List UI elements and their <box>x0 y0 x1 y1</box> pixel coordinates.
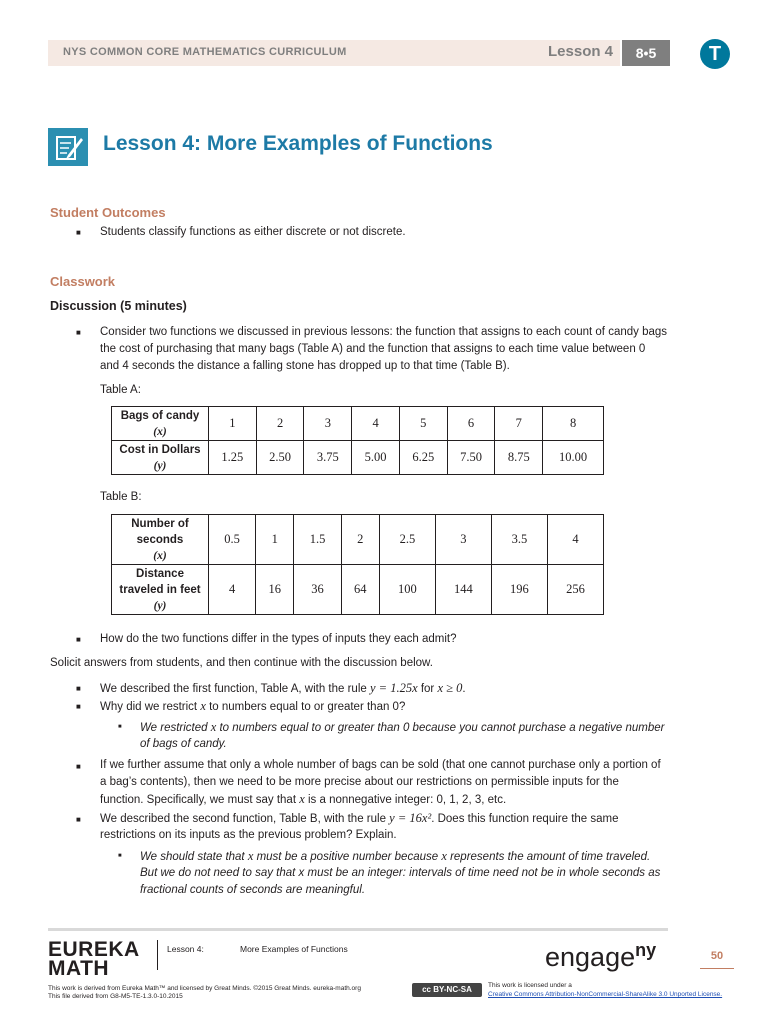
discussion-heading: Discussion (5 minutes) <box>50 299 187 313</box>
engageny-logo: engage$^{ny}$ <box>545 940 657 972</box>
answer-positive: We should state that x must be a positive number because x represents the amount of time traveled. <box>140 849 651 863</box>
table-cell: 7.50 <box>447 441 495 475</box>
whole-number-line: If we further assume that only a whole number of bags can be sold (that one cannot purchase only a portion of <box>100 759 661 771</box>
bullet-icon: ■ <box>76 702 81 711</box>
intro-line: Consider two functions we discussed in previous lessons: the function that assigns to each count of candy bags <box>100 326 668 338</box>
bullet-second-function: We described the second function, Table B, with the rule y = 16x². Does this function require the same <box>100 811 619 825</box>
cc-license-badge[interactable]: cc BY-NC-SA <box>412 983 482 997</box>
table-a-x-header: Bags of candy (x) <box>112 407 209 441</box>
bullet-icon: ■ <box>76 228 81 237</box>
table-a <box>111 406 604 475</box>
table-b-label: Table B: <box>100 491 142 503</box>
table-cell: 1.5 <box>294 515 341 565</box>
table-row <box>112 407 604 441</box>
table-cell: 2 <box>341 515 379 565</box>
table-cell: 3.75 <box>304 441 352 475</box>
intro-line: and 4 seconds the distance a falling stone has dropped up to that time (Table B). <box>100 360 510 372</box>
table-b-x-header: Number of seconds (x) <box>112 515 209 565</box>
table-cell: 0.5 <box>209 515 256 565</box>
whole-number-line: function. Specifically, we must say that x is a nonnegative integer: 0, 1, 2, 3, etc. <box>100 792 507 806</box>
table-cell: 100 <box>379 565 435 615</box>
table-cell: 16 <box>256 565 294 615</box>
table-cell: 4 <box>352 407 400 441</box>
table-cell: 1 <box>256 515 294 565</box>
table-cell: 1.25 <box>209 441 257 475</box>
table-cell: 6.25 <box>399 441 447 475</box>
curriculum-title: NYS COMMON CORE MATHEMATICS CURRICULUM <box>63 46 347 58</box>
bullet-icon: ■ <box>76 684 81 693</box>
table-cell: 4 <box>547 515 603 565</box>
module-badge: 8•5 <box>622 40 670 66</box>
answer-positive-line3: fractional counts of seconds are meaningful. <box>140 884 366 896</box>
notepad-pencil-icon <box>48 128 88 166</box>
table-a-y-header: Cost in Dollars (y) <box>112 441 209 475</box>
license-text: This work is licensed under a <box>488 982 572 989</box>
table-row <box>112 441 604 475</box>
table-cell: 144 <box>435 565 491 615</box>
answer-positive-line2: But we do not need to say that x must be an integer: intervals of time need not be in whole seconds as <box>140 867 661 879</box>
lesson-number: Lesson 4 <box>548 43 614 60</box>
table-cell: 3 <box>304 407 352 441</box>
table-cell: 10.00 <box>543 441 604 475</box>
page-number: 50 <box>710 950 724 962</box>
footer-lesson-label: Lesson 4: <box>167 944 204 954</box>
bullet-first-function: We described the first function, Table A, with the rule y = 1.25x for x ≥ 0. <box>100 681 466 695</box>
classwork-heading: Classwork <box>50 274 116 289</box>
table-cell: 8 <box>543 407 604 441</box>
license-link[interactable]: Creative Commons Attribution-NonCommercial-ShareAlike 3.0 Unported License. <box>488 991 723 998</box>
sub-bullet-icon: ■ <box>118 853 122 859</box>
table-cell: 5 <box>399 407 447 441</box>
footer-lesson-title: More Examples of Functions <box>240 944 348 954</box>
table-b <box>111 514 604 615</box>
footer-credit: This file derived from G8-M5-TE-1.3.0-10.2015 <box>48 993 183 1000</box>
table-cell: 3.5 <box>491 515 547 565</box>
answer-restrict-line2: of bags of candy. <box>140 738 227 750</box>
table-row <box>112 565 604 615</box>
table-cell: 196 <box>491 565 547 615</box>
sub-bullet-icon: ■ <box>118 724 122 730</box>
table-cell: 4 <box>209 565 256 615</box>
table-row <box>112 515 604 565</box>
whole-number-line: a bag’s contents), then we need to be more precise about our restrictions on permissible inputs for the <box>100 776 619 788</box>
outcome-item: Students classify functions as either discrete or not discrete. <box>100 226 406 238</box>
table-cell: 6 <box>447 407 495 441</box>
intro-line: the cost of purchasing that many bags (Table A) and the function that assigns to each time value between 0 <box>100 343 646 355</box>
footer-divider <box>157 940 158 970</box>
solicit-note: Solicit answers from students, and then continue with the discussion below. <box>50 657 433 669</box>
page-title: Lesson 4: More Examples of Functions <box>103 132 493 155</box>
table-cell: 256 <box>547 565 603 615</box>
footer-rule <box>48 928 668 931</box>
table-cell: 2.5 <box>379 515 435 565</box>
table-cell: 1 <box>209 407 257 441</box>
footer-credit: This work is derived from Eureka Math™ and licensed by Great Minds. ©2015 Great Minds. eureka-math.org <box>48 985 361 992</box>
bullet-restrict-question: Why did we restrict x to numbers equal to or greater than 0? <box>100 699 406 713</box>
table-cell: 5.00 <box>352 441 400 475</box>
table-cell: 3 <box>435 515 491 565</box>
eureka-math-logo: EUREKA MATH <box>48 938 140 980</box>
bullet-icon: ■ <box>76 815 81 824</box>
outcomes-heading: Student Outcomes <box>50 205 166 220</box>
table-cell: 8.75 <box>495 441 543 475</box>
answer-restrict: We restricted x to numbers equal to or greater than 0 because you cannot purchase a negative number <box>140 720 665 734</box>
bullet-second-function-line2: restrictions on its inputs as the previous problem? Explain. <box>100 829 397 841</box>
question-inputs: How do the two functions differ in the types of inputs they each admit? <box>100 633 457 645</box>
table-cell: 36 <box>294 565 341 615</box>
bullet-icon: ■ <box>76 762 81 771</box>
table-cell: 2 <box>256 407 304 441</box>
bullet-icon: ■ <box>76 635 81 644</box>
bullet-icon: ■ <box>76 328 81 337</box>
table-a-label: Table A: <box>100 384 141 396</box>
table-b-y-header: Distance traveled in feet (y) <box>112 565 209 615</box>
table-cell: 2.50 <box>256 441 304 475</box>
teacher-badge: T <box>700 39 730 69</box>
table-cell: 7 <box>495 407 543 441</box>
table-cell: 64 <box>341 565 379 615</box>
